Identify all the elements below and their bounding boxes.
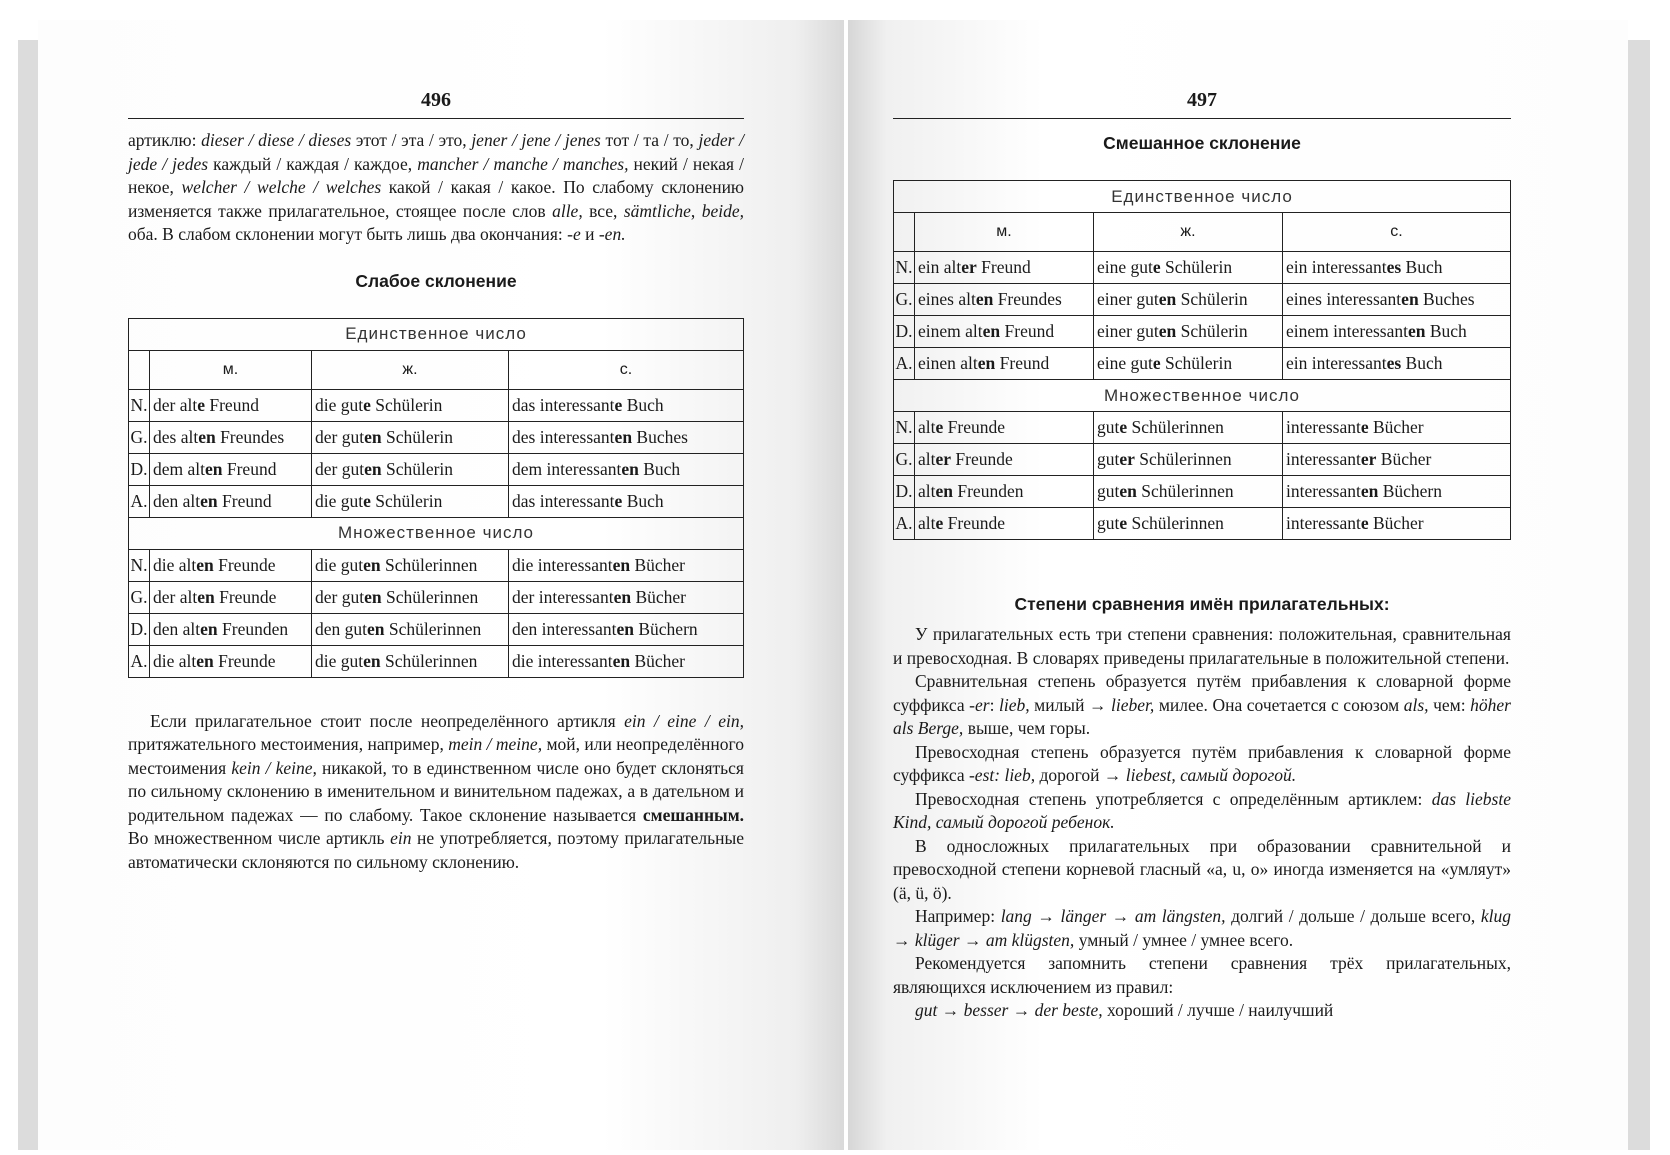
case-label: A. [129, 645, 150, 677]
table-cell: die alten Freunde [150, 549, 312, 581]
table-cell: alte Freunde [915, 412, 1094, 444]
case-label: N. [894, 412, 915, 444]
table-row [894, 476, 1511, 508]
table-cell: der interessanten Bücher [509, 581, 744, 613]
table-cell: des alten Freundes [150, 421, 312, 453]
table-cell: den alten Freund [150, 485, 312, 517]
paragraph: gut → besser → der beste, хороший / лучше / наилучший [915, 1000, 1334, 1020]
table-cell: den alten Freunden [150, 613, 312, 645]
table-cell: des interessanten Buches [509, 421, 744, 453]
table-cell: alten Freunden [915, 476, 1094, 508]
gender-header: ж. [1094, 213, 1283, 252]
mixed-declension-table [893, 180, 1511, 540]
case-label: N. [129, 389, 150, 421]
case-label: D. [894, 476, 915, 508]
table-row [129, 581, 744, 613]
table-row [129, 613, 744, 645]
case-label: D. [129, 613, 150, 645]
table-cell: gute Schülerinnen [1094, 412, 1283, 444]
number-label: Единственное число [894, 181, 1511, 213]
case-label: N. [894, 252, 915, 284]
page-number: 497 [893, 88, 1511, 119]
case-label: A. [129, 485, 150, 517]
intro-paragraph: артиклю: dieser / diese / dieses этот / эта / это, jener / jene / jenes тот / та / то, jeder / jede / jedes каждый / каждая / каждое, mancher / manche / manches, некий / некая / некое, welcher / welche / welches какой / какая / какое. По слабому склонению изменяется также прилагательное, стоящее после слов alle, все, sämtliche, beide, оба. В слабом склонении могут быть лишь два окончания: -e и -en. [128, 130, 745, 244]
table-cell: ein interessantes Buch [1283, 252, 1511, 284]
table-cell: dem alten Freund [150, 453, 312, 485]
table-cell: eine gute Schülerin [1094, 252, 1283, 284]
table-cell: der alte Freund [150, 389, 312, 421]
comparison-text [893, 623, 1511, 1023]
case-label: N. [129, 549, 150, 581]
table-row [129, 421, 744, 453]
table-cell: interessante Bücher [1283, 508, 1511, 540]
table-cell: ein interessantes Buch [1283, 348, 1511, 380]
table-row [129, 549, 744, 581]
gender-header: м. [915, 213, 1094, 252]
empty-cell [894, 213, 915, 252]
table-cell: die gute Schülerin [312, 389, 509, 421]
case-label: G. [129, 581, 150, 613]
table-cell: interessanter Bücher [1283, 444, 1511, 476]
gender-header-row [129, 350, 744, 389]
table-row [894, 252, 1511, 284]
table-cell: der guten Schülerin [312, 421, 509, 453]
right-page [848, 20, 1628, 1150]
case-label: G. [894, 284, 915, 316]
plural-header-row [894, 380, 1511, 412]
case-label: A. [894, 508, 915, 540]
table-cell: einen alten Freund [915, 348, 1094, 380]
table-cell: einem alten Freund [915, 316, 1094, 348]
table-cell: einer guten Schülerin [1094, 284, 1283, 316]
number-label: Единственное число [129, 318, 744, 350]
comparison-heading: Степени сравнения имён прилагательных: [1014, 594, 1390, 614]
table-cell: dem interessanten Buch [509, 453, 744, 485]
table-row [894, 284, 1511, 316]
empty-cell [129, 350, 150, 389]
table-cell: eine gute Schülerin [1094, 348, 1283, 380]
mixed-declension-paragraph: Если прилагательное стоит после неопределённого артикля ein / eine / ein, притяжательного местоимения, например, mein / meine, мой, или неопределённого местоимения kein / keine, никакой, то в единственном числе оно будет склоняться по сильному склонению в именительном и винительном падежах, а в дательном и родительном падежах — по слабому. Такое склонение называется смешанным. Во множественном числе артикль ein не употребляется, поэтому прилагательные автоматически склоняются по сильному склонению. [128, 710, 744, 872]
page-number: 496 [128, 88, 744, 119]
case-label: A. [894, 348, 915, 380]
paragraph: В односложных прилагательных при образовании сравнительной и превосходной степени корневой гласный «a, u, o» иногда изменяется на «умляут» (ä, ü, ö). [893, 835, 1511, 903]
table-cell: die guten Schülerinnen [312, 549, 509, 581]
table-row [129, 645, 744, 677]
table-cell: guter Schülerinnen [1094, 444, 1283, 476]
table-row [129, 485, 744, 517]
singular-header-row [129, 318, 744, 350]
case-label: D. [129, 453, 150, 485]
table-cell: eines alten Freundes [915, 284, 1094, 316]
table-row [894, 508, 1511, 540]
mixed-declension-heading: Смешанное склонение [1103, 133, 1301, 153]
table-row [894, 412, 1511, 444]
table-cell: gute Schülerinnen [1094, 508, 1283, 540]
paragraph: Превосходная степень употребляется с определённым артиклем: das liebste Kind, самый дорогой ребенок. [893, 788, 1511, 832]
table-cell: das interessante Buch [509, 485, 744, 517]
table-cell: die alten Freunde [150, 645, 312, 677]
number-label: Множественное число [129, 517, 744, 549]
table-cell: eines interessanten Buches [1283, 284, 1511, 316]
plural-header-row [129, 517, 744, 549]
table-cell: interessanten Büchern [1283, 476, 1511, 508]
table-cell: das interessante Buch [509, 389, 744, 421]
table-row [894, 348, 1511, 380]
table-cell: die gute Schülerin [312, 485, 509, 517]
table-cell: einer guten Schülerin [1094, 316, 1283, 348]
table-row [129, 453, 744, 485]
gender-header: с. [509, 350, 744, 389]
case-label: D. [894, 316, 915, 348]
table-cell: die interessanten Bücher [509, 549, 744, 581]
paragraph: Рекомендуется запомнить степени сравнения трёх прилагательных, являющихся исключением из правил: [893, 953, 1511, 997]
table-cell: guten Schülerinnen [1094, 476, 1283, 508]
table-cell: der guten Schülerinnen [312, 581, 509, 613]
table-row [894, 444, 1511, 476]
table-cell: einem interessanten Buch [1283, 316, 1511, 348]
table-cell: interessante Bücher [1283, 412, 1511, 444]
table-row [894, 316, 1511, 348]
table-cell: den interessanten Büchern [509, 613, 744, 645]
singular-header-row [894, 181, 1511, 213]
weak-declension-table [128, 318, 744, 678]
gender-header: с. [1283, 213, 1511, 252]
table-cell: der alten Freunde [150, 581, 312, 613]
table-cell: die interessanten Bücher [509, 645, 744, 677]
table-cell: alte Freunde [915, 508, 1094, 540]
table-cell: den guten Schülerinnen [312, 613, 509, 645]
table-cell: ein alter Freund [915, 252, 1094, 284]
case-label: G. [894, 444, 915, 476]
table-cell: der guten Schülerin [312, 453, 509, 485]
paragraph: Например: lang → länger → am längsten, долгий / дольше / дольше всего, klug → klüger → am klügsten, умный / умнее / умнее всего. [893, 906, 1511, 950]
gender-header-row [894, 213, 1511, 252]
paragraph: Превосходная степень образуется путём прибавления к словарной форме суффикса -est: lieb, дорогой → liebest, самый дорогой. [893, 741, 1511, 785]
gender-header: ж. [312, 350, 509, 389]
table-cell: die guten Schülerinnen [312, 645, 509, 677]
paragraph: У прилагательных есть три степени сравнения: положительная, сравнительная и превосходная. В словарях приведены прилагательные в положительной степени. [893, 624, 1511, 668]
number-label: Множественное число [894, 380, 1511, 412]
left-page [38, 20, 844, 1150]
paragraph: Сравнительная степень образуется путём прибавления к словарной форме суффикса -er: lieb, милый → lieber, милее. Она сочетается с союзом als, чем: höher als Berge, выше, чем горы. [893, 671, 1511, 738]
table-row [129, 389, 744, 421]
case-label: G. [129, 421, 150, 453]
gender-header: м. [150, 350, 312, 389]
weak-declension-heading: Слабое склонение [355, 270, 517, 291]
table-cell: alter Freunde [915, 444, 1094, 476]
